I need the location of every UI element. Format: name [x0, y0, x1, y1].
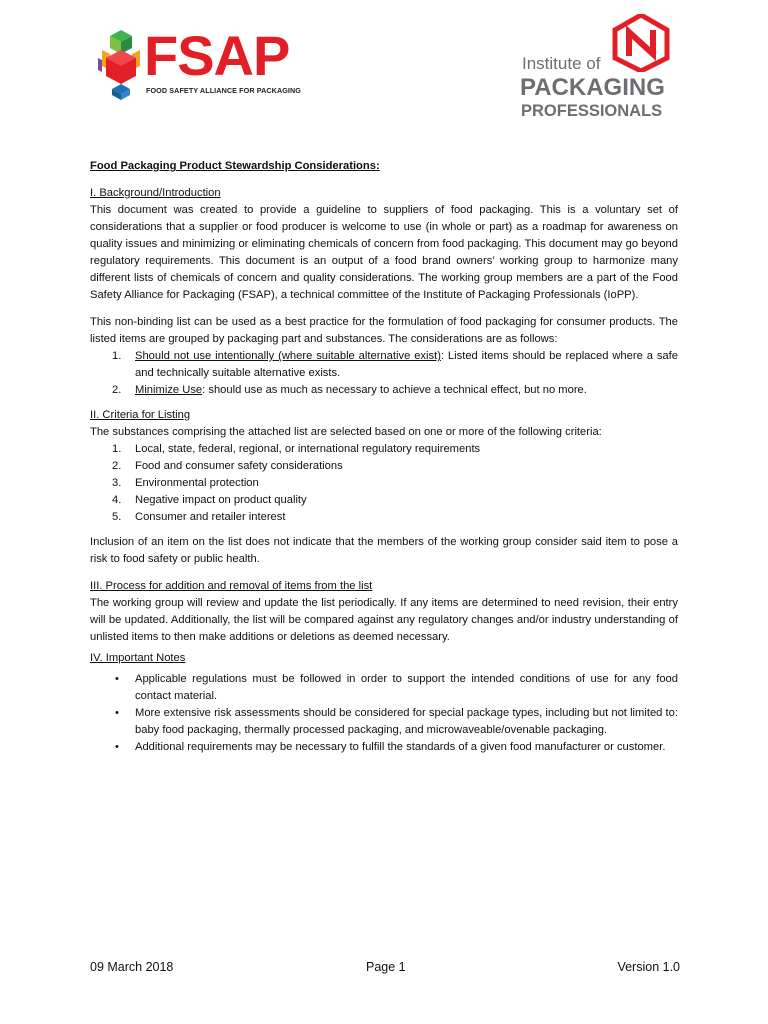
iopp-line1: Institute of [522, 54, 601, 73]
list-text: Local, state, federal, regional, or international regulatory requirements [135, 443, 481, 455]
fsap-tagline: FOOD SAFETY ALLIANCE FOR PACKAGING [146, 86, 302, 95]
bullet-icon: • [115, 673, 119, 685]
considerations-list [90, 348, 678, 399]
fsap-wordmark: FSAP [144, 24, 290, 87]
footer-date: 09 March 2018 [90, 960, 174, 974]
criteria-note: Inclusion of an item on the list does not indicate that the members of the working group consider said item to pose a risk to food safety or public health. [90, 536, 678, 565]
list-text: Negative impact on product quality [135, 494, 307, 506]
list-text: Applicable regulations must be followed in order to support the intended conditions of use for any food contact material. [135, 673, 678, 702]
bullet-icon: • [115, 707, 119, 719]
footer-page-number: Page 1 [366, 960, 406, 974]
notes-list [90, 671, 678, 756]
list-item [90, 671, 678, 705]
list-item [90, 441, 678, 458]
section-heading-process: III. Process for addition and removal of items from the list [90, 580, 373, 592]
fsap-logo [96, 26, 316, 102]
list-number: 1. [112, 350, 122, 362]
background-paragraph-2: This non-binding list can be used as a best practice for the formulation of food packaging for consumer products. The listed items are grouped by packaging part and substances. The considerations are as follows: [90, 316, 678, 345]
list-number: 2. [112, 460, 122, 472]
list-text: Food and consumer safety considerations [135, 460, 343, 472]
list-item [90, 475, 678, 492]
document-body [90, 158, 678, 764]
background-paragraph-1: This document was created to provide a guideline to suppliers of food packaging. This is a voluntary set of considerations that a supplier or food producer is welcome to use (in whole or part) as a roadmap for awareness on quality issues and minimizing or eliminating chemicals of concern from food packaging. This document may go beyond regulatory requirements. This document is an output of a food brand owners’ working group to harmonize many different lists of chemicals of concern and quality considerations. The working group members are a part of the Food Safety Alliance for Packaging (FSAP), a technical committee of the Institute of Packaging Professionals (IoPP). [90, 204, 678, 301]
list-item [90, 492, 678, 509]
bullet-icon: • [115, 741, 119, 753]
list-item [90, 348, 678, 382]
list-item [90, 705, 678, 739]
list-term: Minimize Use [135, 384, 203, 396]
list-item [90, 509, 678, 526]
list-number: 5. [112, 511, 122, 523]
list-item [90, 382, 678, 399]
section-heading-background: I. Background/Introduction [90, 187, 221, 199]
fsap-cube-icon [96, 28, 146, 100]
list-number: 4. [112, 494, 122, 506]
list-term: Should not use intentionally (where suitable alternative exist) [135, 350, 441, 362]
section-heading-notes: IV. Important Notes [90, 652, 186, 664]
footer-version: Version 1.0 [617, 960, 680, 974]
list-text: Environmental protection [135, 477, 259, 489]
list-item [90, 458, 678, 475]
list-number: 3. [112, 477, 122, 489]
list-text: : should use as much as necessary to achieve a technical effect, but no more. [202, 384, 587, 396]
process-paragraph: The working group will review and update the list periodically. If any items are determined to need revision, their entry will be updated. Additionally, the list will be compared against any regulatory changes and/or industry understanding of unlisted items to then make additions or deletions as deemed necessary. [90, 597, 678, 643]
list-text: Consumer and retailer interest [135, 511, 286, 523]
iopp-line3: PROFESSIONALS [521, 102, 663, 120]
document-title: Food Packaging Product Stewardship Considerations: [90, 160, 380, 172]
list-text: : Listed items should be replaced where a safe and technically suitable alternative exists. [135, 350, 678, 379]
iopp-logo [520, 14, 690, 124]
list-number: 1. [112, 443, 122, 455]
page-footer [90, 960, 680, 980]
criteria-list [90, 441, 678, 526]
list-item [90, 739, 678, 756]
list-text: Additional requirements may be necessary to fulfill the standards of a given food manufacturer or customer. [135, 741, 666, 753]
list-text: More extensive risk assessments should be considered for special package types, including but not limited to: baby food packaging, thermally processed packaging, and microwaveable/ovenable packaging. [135, 707, 678, 736]
iopp-n-icon [612, 14, 670, 72]
list-number: 2. [112, 384, 122, 396]
iopp-line2: PACKAGING [520, 74, 665, 101]
section-heading-criteria: II. Criteria for Listing [90, 409, 191, 421]
criteria-intro: The substances comprising the attached list are selected based on one or more of the following criteria: [90, 426, 602, 438]
